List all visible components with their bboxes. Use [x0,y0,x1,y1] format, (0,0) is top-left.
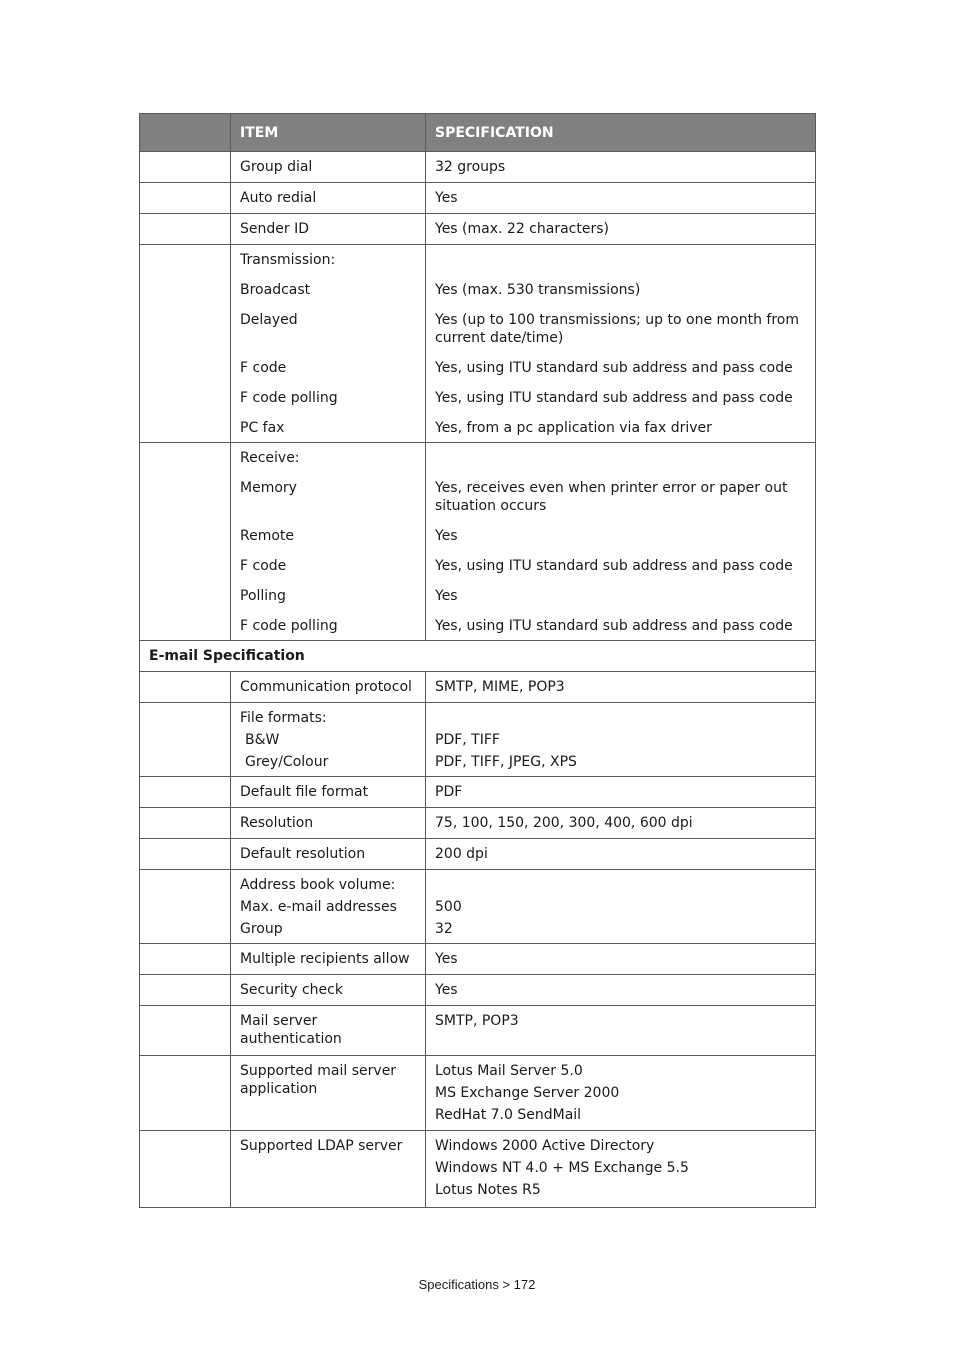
table-row-receive [140,443,816,641]
item-cell: File formats: B&W Grey/Colour [231,703,426,777]
item-cell: Resolution [231,808,426,839]
page-footer: Specifications > 172 [418,1277,536,1292]
spec-cell: Lotus Mail Server 5.0 MS Exchange Server 2000 RedHat 7.0 SendMail [426,1056,816,1131]
header-blank [140,114,231,152]
item-cell: Default file format [231,777,426,808]
table-row [140,944,816,975]
spec-cell: 32 groups [426,152,816,183]
spec-cell: Yes [426,944,816,975]
spec-cell: PDF, TIFF PDF, TIFF, JPEG, XPS [426,703,816,777]
header-specification: SPECIFICATION [426,114,816,152]
table-row [140,975,816,1006]
spec-cell: Yes [426,183,816,214]
table-row-mail-server-app [140,1056,816,1131]
table-header-row [140,114,816,152]
spec-cell: Yes, receives even when printer error or paper out situation occurs Yes Yes, using ITU standard sub address and pass code Yes Yes, using ITU standard sub address and pass code [426,443,816,641]
item-cell: Receive: Memory Remote F code Polling F code polling [231,443,426,641]
item-cell: Mail server authentication [231,1006,426,1056]
spec-cell: PDF [426,777,816,808]
group-heading: Transmission: [240,252,336,268]
item-cell: Supported LDAP server [231,1131,426,1208]
specification-table [139,113,816,1208]
spec-cell: Yes (max. 22 characters) [426,214,816,245]
item-cell: Transmission: Broadcast Delayed F code F code polling PC fax [231,245,426,443]
table-row-ldap [140,1131,816,1208]
spec-cell: Windows 2000 Active Directory Windows NT 4.0 + MS Exchange 5.5 Lotus Notes R5 [426,1131,816,1208]
table-row [140,777,816,808]
spec-cell: SMTP, POP3 [426,1006,816,1056]
table-row [140,672,816,703]
spec-cell: 75, 100, 150, 200, 300, 400, 600 dpi [426,808,816,839]
spec-cell: 200 dpi [426,839,816,870]
section-heading-row [140,641,816,672]
table-row-address-book [140,870,816,944]
spec-cell: SMTP, MIME, POP3 [426,672,816,703]
item-cell: Security check [231,975,426,1006]
header-item: ITEM [231,114,426,152]
spec-cell: 500 32 [426,870,816,944]
table-row-transmission [140,245,816,443]
group-heading: Receive: [240,450,300,466]
item-cell: Multiple recipients allow [231,944,426,975]
table-row-file-formats [140,703,816,777]
item-cell: Address book volume: Max. e-mail addresses Group [231,870,426,944]
spec-cell: Yes [426,975,816,1006]
section-heading: E-mail Specification [140,641,816,672]
item-cell: Group dial [231,152,426,183]
table-row [140,839,816,870]
item-cell: Auto redial [231,183,426,214]
table-row [140,214,816,245]
item-cell: Default resolution [231,839,426,870]
item-cell: Sender ID [231,214,426,245]
table-row [140,183,816,214]
item-cell: Supported mail server application [231,1056,426,1131]
item-cell: Communication protocol [231,672,426,703]
table-row [140,1006,816,1056]
table-row [140,808,816,839]
table-row [140,152,816,183]
spec-cell: Yes (max. 530 transmissions) Yes (up to 100 transmissions; up to one month from current date/time) Yes, using ITU standard sub address and pass code Yes, using ITU standard sub address and pass code Yes, from a pc application via fax driver [426,245,816,443]
